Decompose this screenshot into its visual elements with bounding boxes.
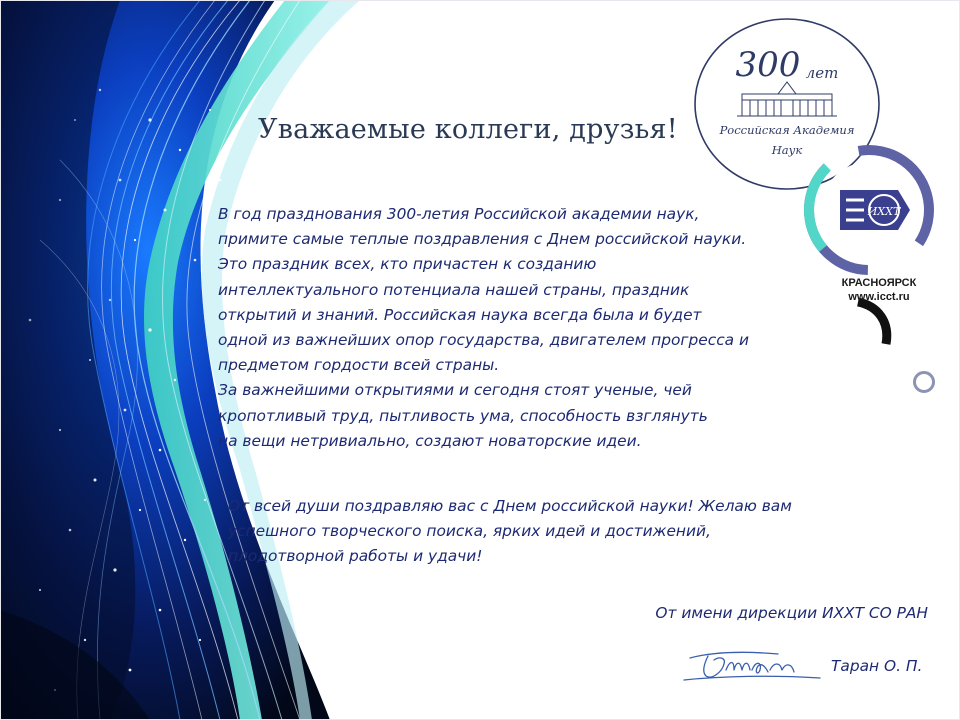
icct-mark-icon [840,190,910,230]
greeting-paragraph [218,202,749,454]
icct-url: www.icct.ru [848,291,910,303]
text-line: открытий и знаний. Российская наука всегда была и будет [218,305,702,324]
text-line: От всей души поздравляю вас с Днем российской науки! Желаю вам [228,497,792,515]
text-line: успешного творческого поиска, ярких идей и достижений, [228,522,711,541]
emblem-years: лет [805,64,839,82]
text-line: кропотливый труд, пытливость ума, способность взглянуть [218,406,708,425]
ring-icon [913,371,935,393]
icct-logo [798,136,948,350]
text-line: плодотворной работы и удачи! [228,547,483,566]
icct-city: КРАСНОЯРСК [841,277,917,289]
handwritten-signature [682,642,822,688]
text-line: За важнейшими открытиями и сегодня стоят ученые, чей [218,381,692,400]
text-line: примите самые теплые поздравления с Днем российской науки. [218,230,747,249]
text-line: Это праздник всех, кто причастен к созданию [218,255,597,274]
signature-from: От имени дирекции ИХХТ СО РАН [655,604,928,622]
emblem-line1: Российская Академия [719,123,855,137]
signer-name: Таран О. П. [831,657,923,675]
page-title: Уважаемые коллеги, друзья! [258,114,678,145]
emblem-number: 300 [735,45,801,85]
text-line: одной из важнейших опор государства, двигателем прогресса и [218,331,749,350]
wishes-paragraph [228,494,792,570]
emblem-line2: Наук [771,143,803,157]
icct-mark: ИХХТ [867,205,901,218]
text-line: на вещи нетривиально, создают новаторские идеи. [218,431,642,450]
text-line: предметом гордости всей страны. [218,356,500,375]
text-line: В год празднования 300-летия Российской академии наук, [218,205,700,223]
text-line: интеллектуального потенциала нашей страны, праздник [218,280,690,299]
